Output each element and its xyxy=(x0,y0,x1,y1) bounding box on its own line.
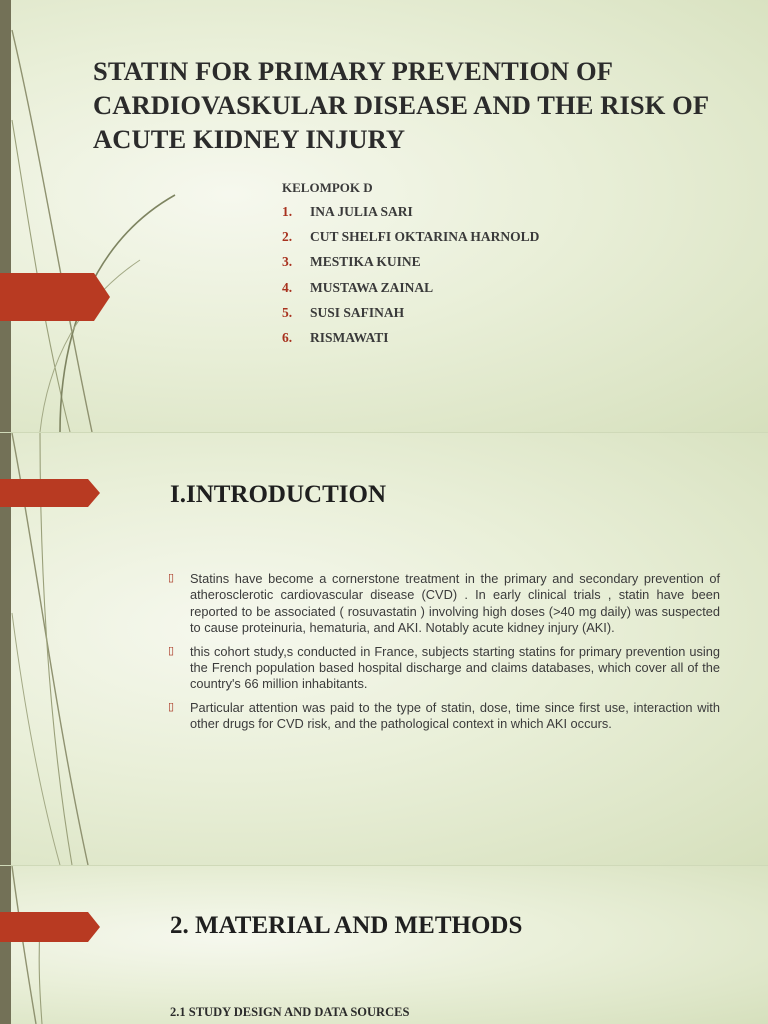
title-slide xyxy=(0,0,768,432)
member-item xyxy=(282,204,539,229)
bullet-marker-icon: ▯ xyxy=(168,572,175,584)
group-label: KELOMPOK D xyxy=(282,180,373,195)
bullet-list xyxy=(168,571,720,740)
slide-title: STATIN FOR PRIMARY PREVENTION OF CARDIOVASKULAR DISEASE AND THE RISK OF ACUTE KIDNEY INJURY xyxy=(93,56,709,154)
member-name: CUT SHELFI OKTARINA HARNOLD xyxy=(310,229,540,245)
accent-arrow-tab xyxy=(0,479,100,507)
bullet-text: this cohort study,s conducted in France, subjects starting statins for primary prevention using the French population based hospital discharge and claims databases, which cover all of the country's 66 million inhabitants. xyxy=(190,643,720,692)
bullet-item xyxy=(168,571,720,637)
bullet-marker-icon: ▯ xyxy=(168,644,175,657)
methods-slide xyxy=(0,866,768,1024)
member-number: 6. xyxy=(282,329,293,345)
member-name: INA JULIA SARI xyxy=(310,204,413,219)
member-name: RISMAWATI xyxy=(310,329,389,345)
member-list xyxy=(282,204,539,355)
member-item xyxy=(282,254,539,279)
section-heading: I.INTRODUCTION xyxy=(170,481,387,508)
member-number: 5. xyxy=(282,304,293,320)
member-item xyxy=(282,330,539,355)
section-heading: 2. MATERIAL AND METHODS xyxy=(170,912,523,939)
bullet-text: Particular attention was paid to the type of statin, dose, time since first use, interaction with other drugs for CVD risk, and the pathological context in which AKI occurs. xyxy=(190,699,720,732)
member-name: MUSTAWA ZAINAL xyxy=(310,279,434,295)
member-number: 2. xyxy=(282,229,293,245)
introduction-slide xyxy=(0,433,768,865)
bullet-item xyxy=(168,700,720,733)
subsection-heading: 2.1 STUDY DESIGN AND DATA SOURCES xyxy=(170,1005,410,1019)
member-number: 4. xyxy=(282,279,293,295)
member-item xyxy=(282,280,539,305)
member-number: 3. xyxy=(282,254,293,270)
member-number: 1. xyxy=(282,204,293,219)
bullet-marker-icon: ▯ xyxy=(168,700,175,713)
bullet-item xyxy=(168,644,720,693)
member-name: SUSI SAFINAH xyxy=(310,304,405,320)
bullet-text: Statins have become a cornerstone treatment in the primary and secondary prevention of atherosclerotic cardiovascular disease (CVD) . In early clinical trials , statin have been reported to be associated ( rosuvastatin ) involving high doses (>40 mg daily) was suspected to cause proteinuria, hematuria, and AKI. Notably acute kidney injury (AKI). xyxy=(190,571,720,636)
member-name: MESTIKA KUINE xyxy=(310,254,421,270)
member-item xyxy=(282,229,539,254)
accent-arrow-tab xyxy=(0,912,100,942)
decorative-curves xyxy=(0,866,200,1024)
member-item xyxy=(282,305,539,330)
accent-arrow-tab xyxy=(0,273,110,321)
